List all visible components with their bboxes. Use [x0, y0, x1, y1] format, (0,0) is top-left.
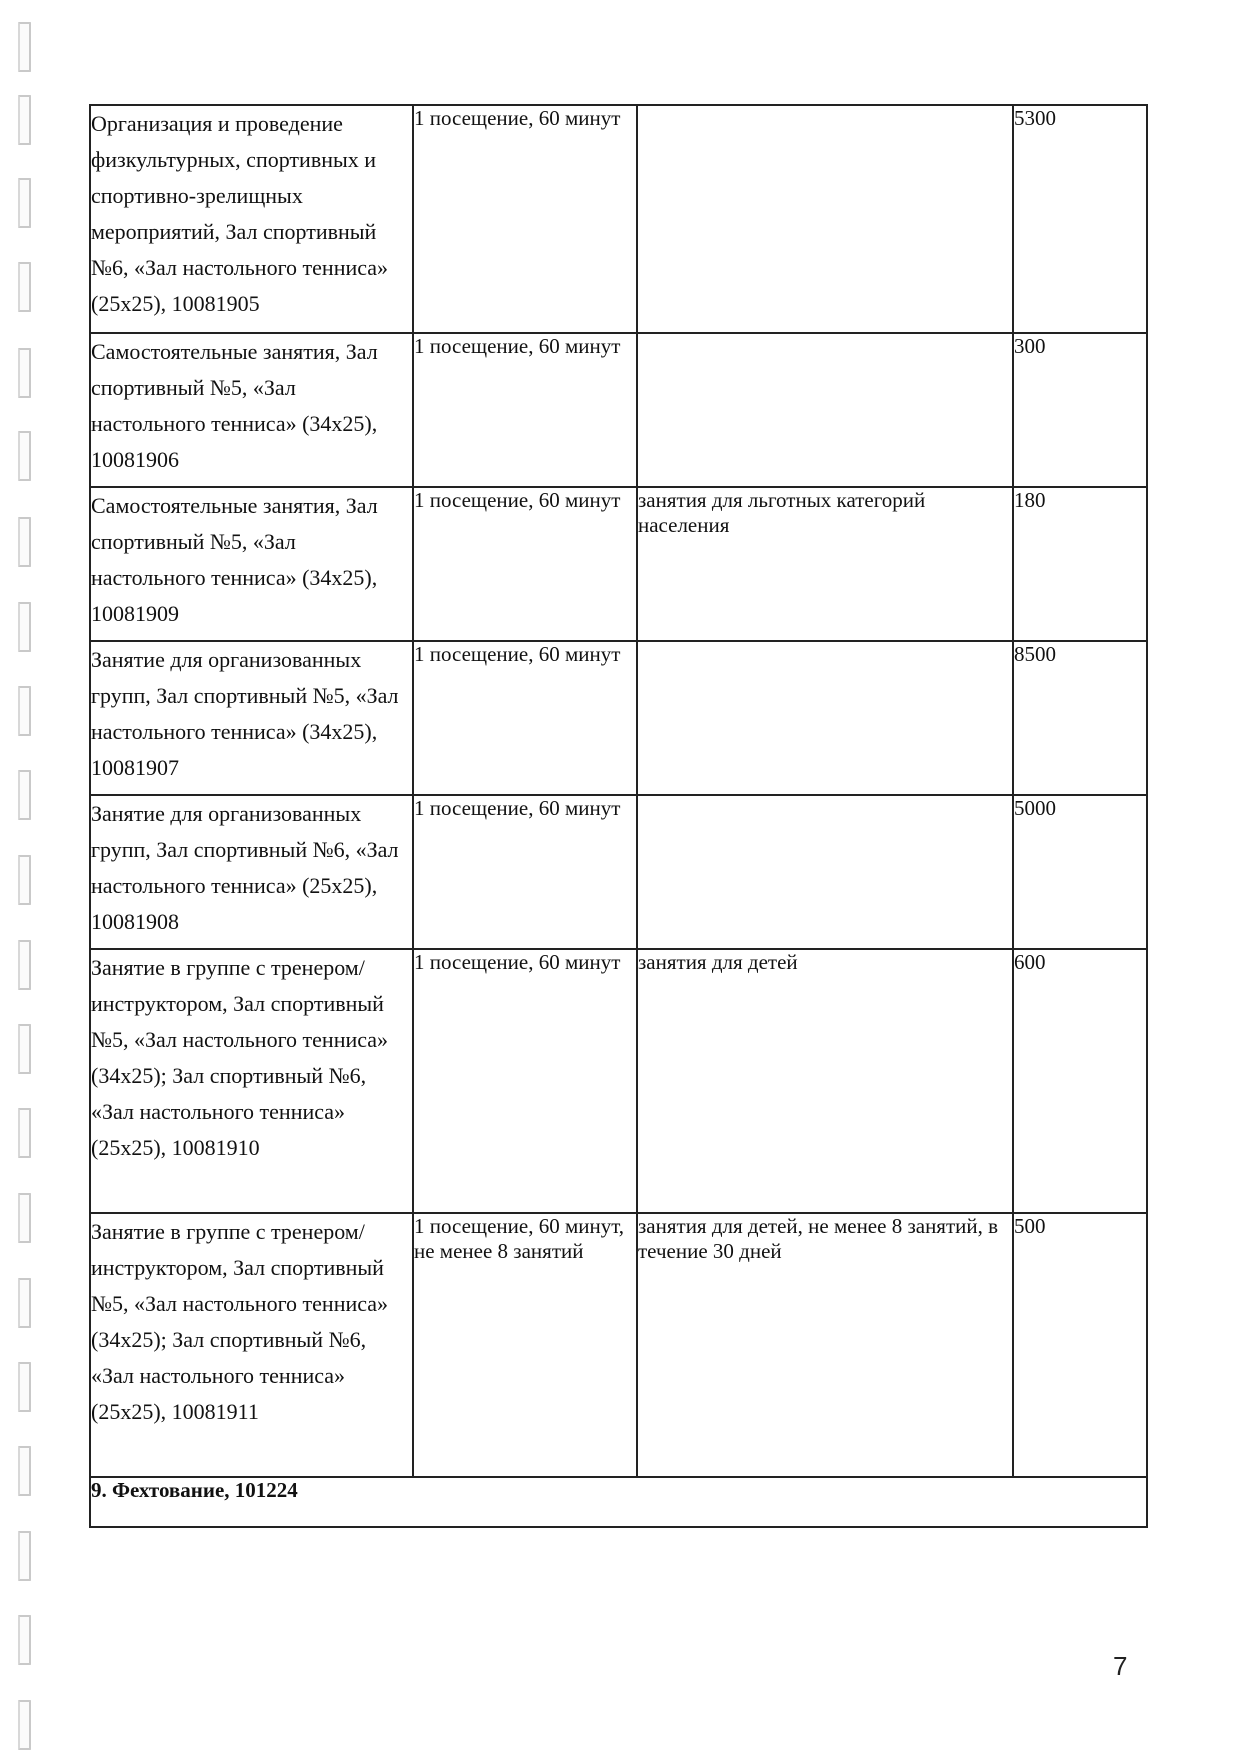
binding-holes — [18, 0, 32, 1754]
binding-hole — [18, 22, 31, 72]
binding-hole — [18, 1193, 31, 1243]
binding-hole — [18, 517, 31, 567]
note-cell — [637, 795, 1013, 949]
binding-hole — [18, 95, 31, 145]
service-name-cell: Занятие в группе с тренером/инструктором, Зал спортивный №5, «Зал настольного тенниса» (34x25); Зал спортивный №6, «Зал настольного тенниса» (25x25), 10081910 — [90, 949, 413, 1213]
section-heading-row — [90, 1477, 1147, 1527]
price-cell: 5000 — [1013, 795, 1147, 949]
table-row — [90, 1213, 1147, 1477]
binding-hole — [18, 1531, 31, 1581]
note-cell: занятия для детей — [637, 949, 1013, 1213]
note-cell: занятия для льготных категорий населения — [637, 487, 1013, 641]
binding-hole — [18, 1446, 31, 1496]
binding-hole — [18, 1615, 31, 1665]
table-row — [90, 641, 1147, 795]
binding-hole — [18, 431, 31, 481]
binding-hole — [18, 770, 31, 820]
page-number: 7 — [1113, 1651, 1128, 1681]
price-cell: 180 — [1013, 487, 1147, 641]
table-row — [90, 333, 1147, 487]
unit-cell: 1 посещение, 60 минут — [413, 949, 637, 1213]
unit-cell: 1 посещение, 60 минут — [413, 795, 637, 949]
table-row — [90, 105, 1147, 333]
note-cell — [637, 641, 1013, 795]
service-name-cell: Занятие в группе с тренером/инструктором, Зал спортивный №5, «Зал настольного тенниса» (34x25); Зал спортивный №6, «Зал настольного тенниса» (25x25), 10081911 — [90, 1213, 413, 1477]
binding-hole — [18, 940, 31, 990]
binding-hole — [18, 855, 31, 905]
service-name-cell: Самостоятельные занятия, Зал спортивный №5, «Зал настольного тенниса» (34x25), 10081906 — [90, 333, 413, 487]
binding-hole — [18, 1362, 31, 1412]
unit-cell: 1 посещение, 60 минут — [413, 487, 637, 641]
service-name-cell: Организация и проведение физкультурных, спортивных и спортивно-зрелищных мероприятий, Зал спортивный №6, «Зал настольного тенниса» (25x25), 10081905 — [90, 105, 413, 333]
unit-cell: 1 посещение, 60 минут — [413, 641, 637, 795]
binding-hole — [18, 1278, 31, 1328]
binding-hole — [18, 178, 31, 228]
table-row — [90, 487, 1147, 641]
binding-hole — [18, 602, 31, 652]
price-cell: 8500 — [1013, 641, 1147, 795]
note-cell — [637, 105, 1013, 333]
unit-cell: 1 посещение, 60 минут — [413, 105, 637, 333]
binding-hole — [18, 348, 31, 398]
binding-hole — [18, 1024, 31, 1074]
price-cell: 300 — [1013, 333, 1147, 487]
note-cell — [637, 333, 1013, 487]
section-heading: 9. Фехтование, 101224 — [90, 1477, 1147, 1527]
service-name-cell: Занятие для организованных групп, Зал спортивный №6, «Зал настольного тенниса» (25x25), 10081908 — [90, 795, 413, 949]
price-cell: 5300 — [1013, 105, 1147, 333]
binding-hole — [18, 1108, 31, 1158]
price-table — [89, 104, 1148, 1528]
unit-cell: 1 посещение, 60 минут, не менее 8 занятий — [413, 1213, 637, 1477]
binding-hole — [18, 1700, 31, 1750]
table-row — [90, 795, 1147, 949]
service-name-cell: Самостоятельные занятия, Зал спортивный №5, «Зал настольного тенниса» (34x25), 10081909 — [90, 487, 413, 641]
note-cell: занятия для детей, не менее 8 занятий, в течение 30 дней — [637, 1213, 1013, 1477]
service-name-cell: Занятие для организованных групп, Зал спортивный №5, «Зал настольного тенниса» (34x25), 10081907 — [90, 641, 413, 795]
table-row — [90, 949, 1147, 1213]
binding-hole — [18, 686, 31, 736]
price-cell: 500 — [1013, 1213, 1147, 1477]
price-cell: 600 — [1013, 949, 1147, 1213]
unit-cell: 1 посещение, 60 минут — [413, 333, 637, 487]
binding-hole — [18, 262, 31, 312]
